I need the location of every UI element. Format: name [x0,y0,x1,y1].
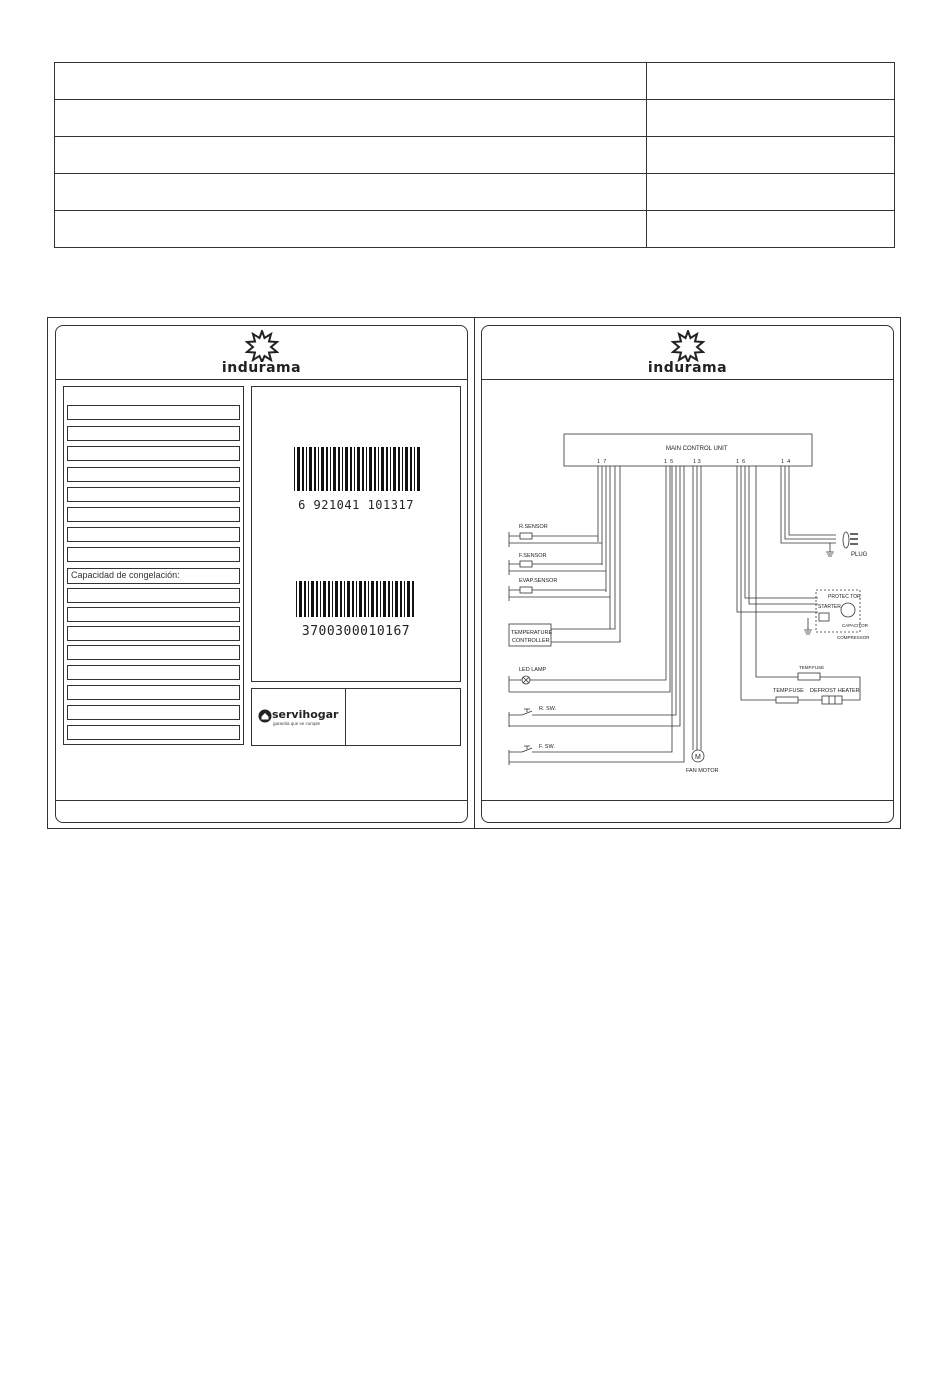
capacitor-label: CAPACITOR [842,623,868,628]
temperature-controller-label: TEMPERATURE [511,630,553,636]
evap-sensor-label: EVAP.SENSOR [519,578,558,584]
r-sensor-label: R.SENSOR [519,524,548,530]
defrost-heater-label: DEFROST HEATER [810,688,860,694]
temp-fuse-icon [798,673,820,680]
switch-icon [524,709,530,712]
f-switch-label: F. SW. [539,744,555,750]
temperature-controller-label: CONTROLLER [512,638,550,644]
terminal-label: 1 7 [597,459,607,465]
switch-icon [524,746,530,749]
evap-sensor-icon [520,587,532,593]
sensor-wires [598,466,620,642]
defrost-heater-icon [822,696,842,704]
fan-motor-wire [693,466,701,750]
plug-prongs-icon [850,534,858,544]
led-lamp-label: LED LAMP [519,667,547,673]
f-switch-wire [509,466,684,765]
compressor-motor-icon [841,603,855,617]
starter-icon [819,613,829,621]
terminal-label: 1 4 [781,459,791,465]
r-sensor-icon [520,533,532,539]
service-brand: servihogar [272,708,339,721]
f-sensor-icon [520,561,532,567]
ground-icon [804,618,812,634]
temp-fuse-icon [776,697,798,703]
spec-row-freezing-capacity: Capacidad de congelación: [67,568,240,584]
terminal-label: 1 3 [693,459,701,465]
r-switch-wire [509,466,680,727]
temp-fuse-lower-label: TEMP.FUSE [773,688,804,694]
temp-fuse-upper-label: TEMP.FUSE [799,665,825,670]
plug-icon [843,532,849,548]
protector-label: PROTEC TOR [828,594,861,600]
barcode-number: 6 921041 101317 [298,498,414,512]
ground-icon [826,543,834,556]
plug-wire [781,466,836,543]
fan-motor-label: FAN MOTOR [686,768,719,774]
main-control-unit-label: MAIN CONTROL UNIT [666,446,728,452]
r-switch-label: R. SW. [539,706,557,712]
f-sensor-label: F.SENSOR [519,553,547,559]
starter-label: STARTER [818,604,841,610]
terminal-label: 1 5 [664,459,674,465]
motor-symbol: M [695,754,701,761]
brand-name: indurama [221,360,302,376]
compressor-label: COMPRESSOR [837,635,870,640]
plug-label: PLUG [851,552,868,558]
barcode-number: 3700300010167 [301,624,411,639]
service-tagline: garantía que se cumple [273,721,321,726]
brand-name: indurama [647,360,728,376]
terminal-label: 1 6 [736,459,746,465]
